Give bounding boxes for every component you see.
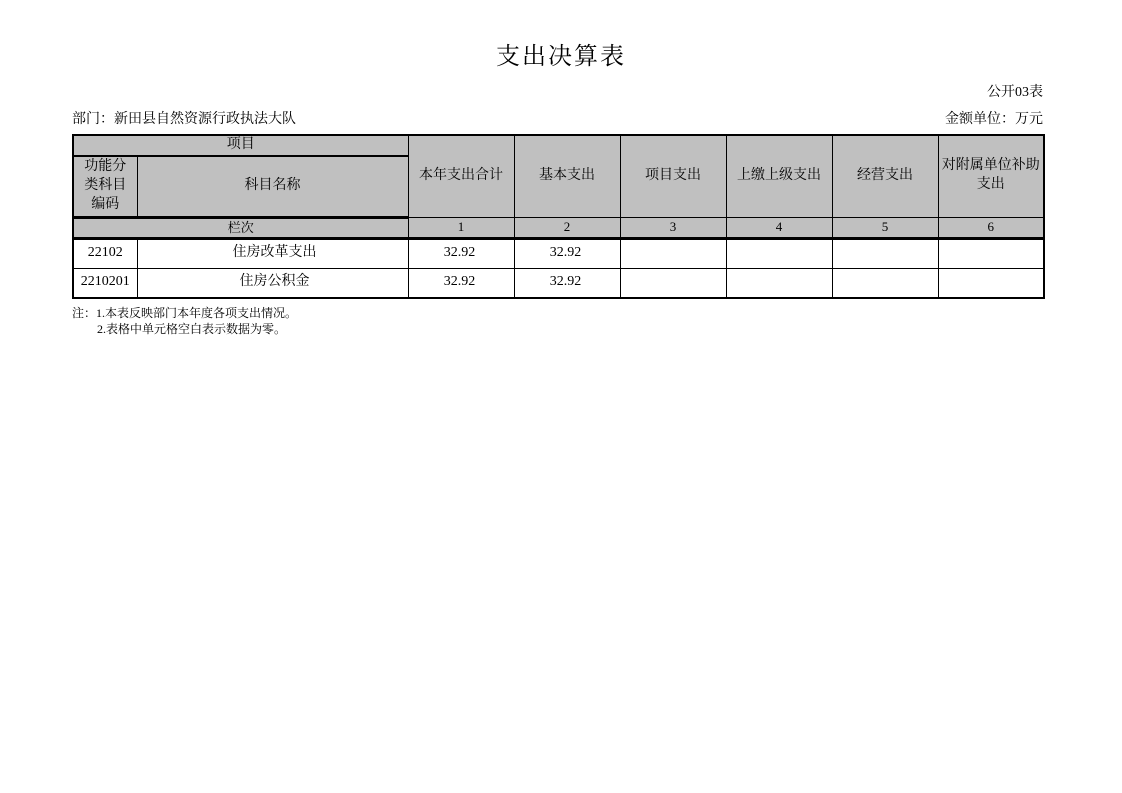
cell-value	[832, 238, 938, 268]
table-row	[73, 268, 1044, 298]
cell-value	[938, 268, 1044, 298]
cell-value	[620, 268, 726, 298]
expenditure-table	[72, 134, 1045, 299]
cell-value	[832, 268, 938, 298]
header-code: 功能分类科目编码	[73, 156, 137, 217]
cell-value: 32.92	[514, 238, 620, 268]
cell-value: 32.92	[514, 268, 620, 298]
header-col-upper: 上缴上级支出	[726, 135, 832, 217]
column-number: 6	[938, 217, 1044, 238]
cell-subject-name: 住房改革支出	[137, 238, 408, 268]
header-lanci: 栏次	[73, 217, 408, 238]
cell-value	[938, 238, 1044, 268]
note-line: 注：1.本表反映部门本年度各项支出情况。	[72, 306, 298, 320]
column-number: 5	[832, 217, 938, 238]
header-col-operating: 经营支出	[832, 135, 938, 217]
cell-value: 32.92	[408, 238, 514, 268]
department-label: 部门：新田县自然资源行政执法大队	[72, 112, 296, 127]
header-col-project-exp: 项目支出	[620, 135, 726, 217]
page-title: 支出决算表	[496, 44, 626, 70]
header-row-columns-index	[73, 217, 1044, 238]
content-area	[72, 81, 1043, 337]
header-subject-name: 科目名称	[137, 156, 408, 217]
note-line: 2.表格中单元格空白表示数据为零。	[97, 322, 287, 336]
cell-code: 22102	[73, 238, 137, 268]
header-row-project	[73, 135, 1044, 156]
header-col-subsidy: 对附属单位补助支出	[938, 135, 1044, 217]
cell-value: 32.92	[408, 268, 514, 298]
column-number: 3	[620, 217, 726, 238]
cell-value	[620, 238, 726, 268]
table-row	[73, 238, 1044, 268]
cell-code: 2210201	[73, 268, 137, 298]
header-col-basic: 基本支出	[514, 135, 620, 217]
form-code-label: 公开03表	[987, 85, 1043, 100]
column-number: 1	[408, 217, 514, 238]
meta-row	[72, 108, 1043, 128]
cell-value	[726, 238, 832, 268]
column-number: 2	[514, 217, 620, 238]
cell-subject-name: 住房公积金	[137, 268, 408, 298]
column-number: 4	[726, 217, 832, 238]
header-col-total: 本年支出合计	[408, 135, 514, 217]
footnotes	[72, 305, 1043, 337]
unit-label: 金额单位：万元	[945, 112, 1043, 127]
header-project: 项目	[73, 135, 408, 156]
cell-value	[726, 268, 832, 298]
